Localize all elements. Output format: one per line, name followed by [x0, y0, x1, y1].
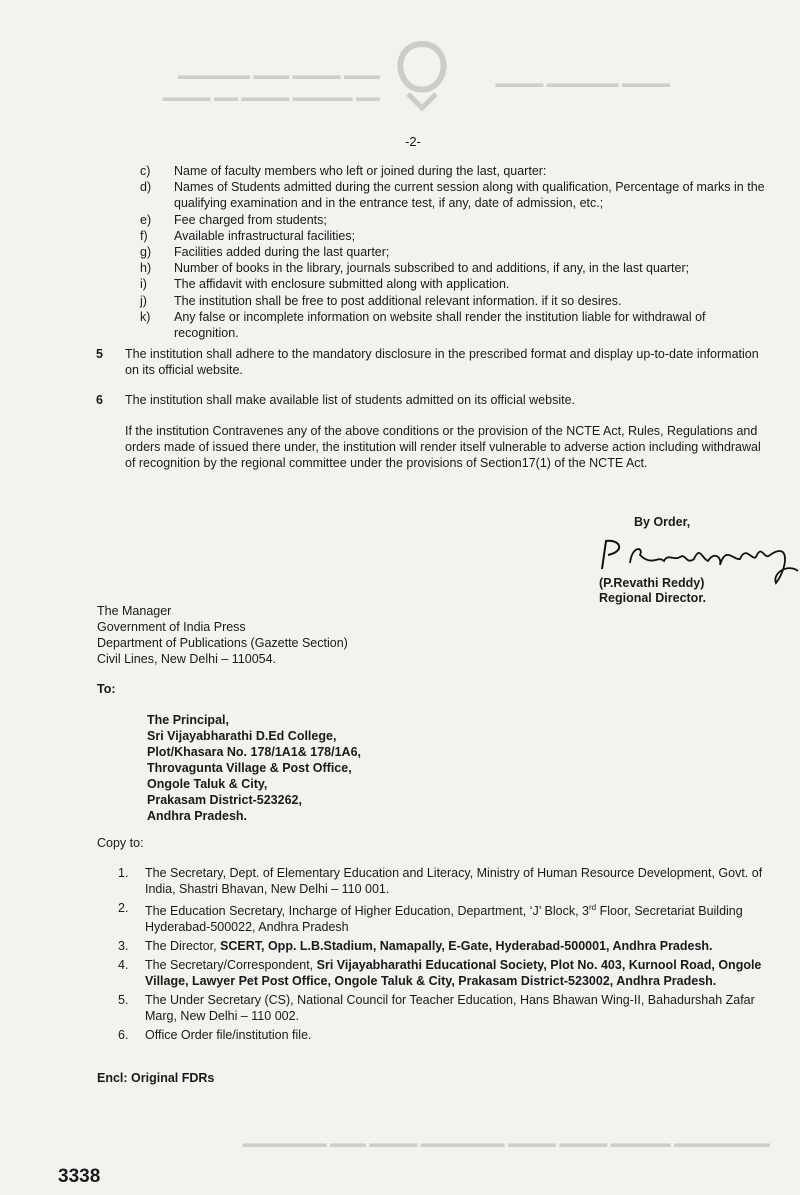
- recipient-line: Throvagunta Village & Post Office,: [147, 761, 352, 775]
- page-number: -2-: [405, 134, 421, 149]
- condition-text: Any false or incomplete information on website shall render the institution liable for withdrawal of recognition.: [174, 309, 706, 341]
- signatory-block: [599, 576, 706, 606]
- condition-text: Facilities added during the last quarter;: [174, 245, 390, 260]
- copy-to-number: 3.: [118, 939, 129, 954]
- copy-to-number: 6.: [118, 1028, 129, 1043]
- address-line: Department of Publications (Gazette Section): [97, 636, 348, 650]
- paragraph-5: [96, 346, 765, 378]
- copy-to-text-part: Office Order file/institution file.: [145, 1028, 312, 1043]
- reverse-bleed-text: ▬▬▬ ▬▬▬▬ ▬▬▬ ▬▬▬▬▬▬: [177, 68, 380, 82]
- condition-item: [140, 212, 770, 228]
- condition-item: [140, 163, 770, 179]
- copy-to-text-part: The Education Secretary, Incharge of Higher Education, Department, ‘J’ Block, 3: [145, 904, 589, 919]
- to-label: To:: [97, 682, 116, 696]
- copy-to-item: [118, 1027, 768, 1043]
- condition-item: [140, 179, 770, 211]
- condition-text: Available infrastructural facilities;: [174, 228, 356, 243]
- copy-to-item: [118, 992, 768, 1024]
- condition-item: [140, 244, 770, 260]
- address-line: Civil Lines, New Delhi – 110054.: [97, 652, 277, 666]
- condition-label: e): [140, 212, 152, 227]
- copy-to-item: [118, 957, 768, 989]
- condition-label: c): [140, 164, 151, 178]
- paragraph-text: The institution shall adhere to the mandatory disclosure in the prescribed format and display up-to-date information on its official website.: [125, 347, 759, 377]
- contravene-paragraph: If the institution Contravenes any of the above conditions or the provision of the NCTE Act, Rules, Regulations and orders made of issued there under, the institution will render itself vulnerable to adverse action including withdrawal of recognition by the regional committee under the provisions of Section17(1) of the NCTE Act.: [125, 424, 761, 470]
- copy-to-text-part: Sri Vijayabharathi Educational Society, Plot No. 403, Kurnool Road, Ongole Village, Lawyer Pet Post Office, Ongole Taluk & City, Prakasam District-523002, Andhra Pradesh.: [145, 958, 762, 989]
- condition-item: [140, 228, 770, 244]
- condition-label: h): [140, 261, 152, 276]
- condition-label: f): [140, 228, 148, 243]
- condition-item: [140, 260, 770, 276]
- condition-item: [140, 293, 770, 309]
- copy-to-item: [118, 900, 768, 935]
- copy-to-text: [145, 957, 768, 989]
- recipient-line: Prakasam District-523262,: [147, 793, 302, 807]
- copy-to-text-part: The Secretary, Dept. of Elementary Education and Literacy, Ministry of Human Resource Development, Govt. of India, Shastri Bhavan, New Delhi – 110 001.: [145, 866, 763, 896]
- address-line: The Manager: [97, 604, 172, 618]
- condition-text: Name of faculty members who left or joined during the last, quarter:: [174, 164, 547, 178]
- condition-label: d): [140, 180, 152, 195]
- condition-text: Fee charged from students;: [174, 212, 327, 227]
- condition-text: Names of Students admitted during the current session along with qualification, Percentage of marks in the qualifying examination and in the entrance test, if any, date of admission, etc.;: [174, 180, 765, 211]
- copy-to-text-part: The Under Secretary (CS), National Council for Teacher Education, Hans Bhawan Wing-II, Bahadurshah Zafar Marg, New Delhi – 110 002.: [145, 993, 755, 1024]
- reverse-bleed-text: ▬▬▬▬ ▬▬▬▬▬▬ ▬▬▬▬: [495, 76, 670, 90]
- signatory-designation: Regional Director.: [599, 591, 706, 605]
- condition-item: [140, 276, 770, 292]
- recipient-address: [147, 712, 361, 824]
- copy-to-number: 1.: [118, 866, 129, 880]
- copy-to-text: [145, 938, 768, 954]
- by-order: By Order,: [634, 515, 691, 529]
- condition-text: The institution shall be free to post additional relevant information. if it so desires.: [174, 293, 622, 308]
- copy-to-number: 5.: [118, 993, 129, 1008]
- paragraph-number: 6: [96, 393, 103, 407]
- copy-to-item: [118, 865, 768, 897]
- paragraph-text: The institution shall make available list of students admitted on its official website.: [125, 393, 575, 407]
- condition-label: j): [140, 293, 147, 308]
- copy-to-item: [118, 938, 768, 954]
- condition-text: The affidavit with enclosure submitted along with application.: [174, 277, 510, 292]
- copy-to-number: 2.: [118, 901, 129, 915]
- copy-to-text-part: Floor, Secretariat Building Hyderabad-500022, Andhra Pradesh: [145, 904, 743, 935]
- copy-to-text: [145, 1027, 768, 1043]
- recipient-line: The Principal,: [147, 713, 229, 727]
- condition-item: [140, 309, 770, 341]
- copy-to-label: Copy to:: [97, 836, 144, 850]
- copy-to-text: [145, 900, 768, 935]
- copy-to-number: 4.: [118, 958, 129, 973]
- reverse-bleed-text: ▬▬▬▬▬▬▬▬ ▬▬▬▬▬ ▬▬▬▬ ▬▬▬▬ ▬▬▬▬▬▬▬ ▬▬▬▬ ▬▬▬ ▬▬▬▬▬▬▬: [242, 1136, 770, 1150]
- ncte-logo-bleed-icon: [384, 36, 460, 114]
- recipient-line: Andhra Pradesh.: [147, 809, 248, 823]
- stamp-number: 3338: [58, 1166, 101, 1187]
- conditions-list: [140, 163, 770, 341]
- condition-text: Number of books in the library, journals subscribed to and additions, if any, in the last quarter;: [174, 261, 690, 276]
- copy-to-text: [145, 992, 768, 1024]
- condition-label: k): [140, 309, 151, 324]
- recipient-line: Ongole Taluk & City,: [147, 777, 268, 791]
- address-line: Government of India Press: [97, 620, 246, 634]
- signatory-name: (P.Revathi Reddy): [599, 576, 705, 590]
- condition-label: g): [140, 245, 152, 260]
- copy-to-list: [118, 865, 768, 1046]
- reverse-bleed-text: ▬▬ ▬▬▬▬▬ ▬▬▬▬ ▬▬ ▬▬▬▬: [162, 90, 380, 104]
- recipient-line: Sri Vijayabharathi D.Ed College,: [147, 729, 337, 743]
- copy-to-text-part: rd: [588, 903, 597, 912]
- gazette-address: [97, 603, 348, 667]
- copy-to-text: [145, 865, 768, 897]
- copy-to-text-part: The Director,: [145, 939, 221, 954]
- recipient-line: Plot/Khasara No. 178/1A1& 178/1A6,: [147, 745, 361, 759]
- copy-to-text-part: SCERT, Opp. L.B.Stadium, Namapally, E-Gate, Hyderabad-500001, Andhra Pradesh.: [220, 939, 713, 954]
- condition-label: i): [140, 277, 147, 292]
- enclosure-note: Encl: Original FDRs: [97, 1071, 215, 1085]
- copy-to-text-part: The Secretary/Correspondent,: [145, 958, 317, 973]
- paragraph-number: 5: [96, 347, 103, 361]
- paragraph-6: [96, 392, 765, 408]
